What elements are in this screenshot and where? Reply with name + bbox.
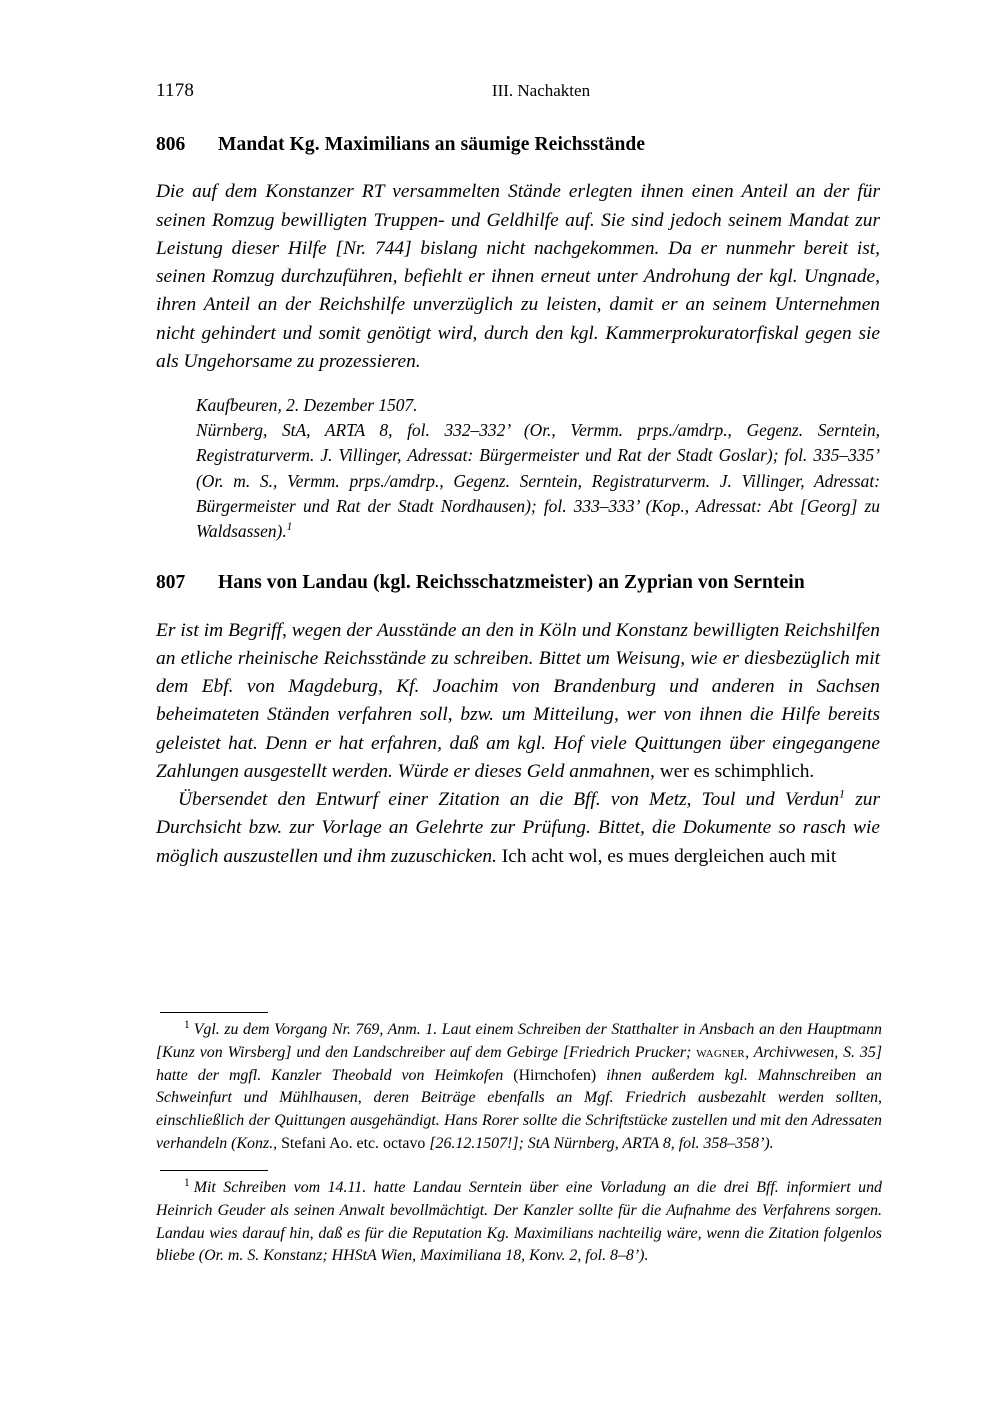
italic-text-segment: [26.12.1507!]; StA Nürnberg, ARTA 8, fol. 358–358’). (425, 1135, 774, 1153)
italic-text-segment: Nürnberg, StA, ARTA 8, fol. 332–332’ (Or., Vermm. prps./amdrp., Gegenz. Serntein, Registraturverm. J. Villinger, Adressat: Bürgermeister und Rat der Stadt Goslar); fol. 335–335’ (Or. m. S., Vermm. prps./amdrp., Gegenz. Serntein, Registraturverm. J. Villinger, Adressat: Bürgermeister und Rat der Stadt Nordhausen); fol. 333–333’ (Kop., Adressat: Abt [Georg] zu Waldsassen). (196, 420, 880, 542)
page-content (156, 76, 880, 871)
source-line (196, 418, 880, 544)
entry-regest (156, 178, 880, 376)
regest-paragraph (156, 617, 880, 786)
italic-text-segment: Er ist im Begriff, wegen der Ausstände an den in Köln und Konstanz bewilligten Reichshilfen an etliche rheinische Reichsstände zu schreiben. Bittet um Weisung, wie er diesbezüglich mit dem Ebf. von Magdeburg, Kf. Joachim von Brandenburg und anderen in Sachsen beheimateten Ständen verfahren soll, bzw. um Mitteilung, wer von ihnen die Hilfe bereits geleistet hat. Denn er hat erfahren, daß am kgl. Hof viele Quittungen über eingegangene Zahlungen ausgestellt werden. Würde er dieses Geld anmahnen, (156, 619, 880, 782)
entry-number: 806 (156, 134, 186, 155)
italic-text-segment: Vgl. zu dem Vorgang Nr. 769, Anm. 1. Laut einem Schreiben der Statthalter in Ansbach an den Hauptmann [Kunz von Wirsberg] und den Landschreiber auf dem Gebirge [Friedrich Prucker; (156, 1021, 882, 1061)
roman-text-segment: (Hirnchofen) (513, 1066, 597, 1084)
footnote-block (156, 1012, 882, 1156)
entry-title: Mandat Kg. Maximilians an säumige Reichsstände (218, 134, 646, 155)
italic-text-segment: Mit Schreiben vom 14.11. hatte Landau Serntein über eine Vorladung an die drei Bff. informiert und Heinrich Geuder als seinen Anwalt bevollmächtigt. Der Kanzler sollte für die Aufnahme des Verfahrens sorgen. Landau wies darauf hin, daß es für die Reputation Kg. Maximilians nachteilig wäre, wenn die Zitation folgenlos bliebe (Or. m. S. Konstanz; HHStA Wien, Maximiliana 18, Konv. 2, fol. 8–8’). (156, 1178, 882, 1265)
footnote-block (156, 1170, 882, 1268)
italic-text-segment: , Archivwesen, S. 35] hatte der mgfl. Kanzler Theobald von Heimkofen (156, 1043, 882, 1084)
entry-regest (156, 617, 880, 871)
small-caps-author-name: wagner (696, 1043, 746, 1061)
footnote-marker: 1 (184, 1018, 190, 1031)
footnote-separator-rule (160, 1012, 268, 1013)
footnote-reference[interactable]: 1 (286, 521, 293, 534)
footnotes-container (156, 1012, 882, 1282)
footnote-marker: 1 (184, 1176, 190, 1189)
footnote-text (156, 1177, 882, 1268)
running-header (156, 76, 880, 106)
entry-title: Hans von Landau (kgl. Reichsschatzmeister) an Zyprian von Serntein (218, 572, 805, 594)
italic-text-segment: ihnen außerdem kgl. Mahnschreiben an Schweinfurt und Mühlhausen, deren Beiträge ebenfalls an Mgf. Friedrich ausbezahlt werden sollten, einschließlich der Quittungen ausgehändigt. Hans Rorer sollte die Schriftstücke zustellen und mit den Adressaten verhandeln (Konz., (156, 1066, 883, 1153)
page-number: 1178 (156, 80, 195, 101)
italic-text-segment: Die auf dem Konstanzer RT versammelten Stände erlegten ihnen einen Anteil an der für seinen Romzug bewilligten Truppen- und Geldhilfe auf. Sie sind jedoch seinem Mandat zur Leistung dieser Hilfe [Nr. 744] bislang nicht nachgekommen. Da er nunmehr bereit ist, seinen Romzug durchzuführen, befiehlt er ihnen erneut unter Androhung der kgl. Ungnade, ihren Anteil an der Reichshilfe unverzüglich zu leisten, damit er an seinem Unternehmen nicht gehindert und somit genötigt wird, durch den kgl. Kammerprokuratorfiskal gegen sie als Ungehorsame zu prozessieren. (156, 181, 880, 372)
entry-number: 807 (156, 572, 186, 594)
italic-text-segment: Kaufbeuren, 2. Dezember 1507. (196, 394, 418, 415)
roman-text-segment: Stefani Ao. etc. octavo (281, 1135, 426, 1153)
footnote-reference[interactable]: 1 (839, 786, 846, 801)
entries-container (156, 132, 880, 871)
roman-text-segment: wer es schimphlich. (654, 760, 815, 782)
source-line (196, 393, 880, 418)
regest-paragraph (156, 178, 880, 376)
regest-paragraph (156, 786, 880, 871)
italic-text-segment: Übersendet den Entwurf einer Zitation an die Bff. von Metz, Toul und Verdun (178, 789, 840, 811)
italic-text-segment: zur Durchsicht bzw. zur Vorlage an Gelehrte zur Prüfung. Bittet, die Dokumente so rasch wie möglich auszustellen und ihm zuzuschicken. (156, 789, 880, 867)
footnote-separator-rule (160, 1170, 268, 1171)
entry-heading (156, 132, 880, 157)
running-head-title: III. Nachakten (491, 81, 591, 100)
entry-heading (156, 570, 880, 595)
roman-text-segment: Ich acht wol, es mues dergleichen auch mit (496, 845, 837, 867)
entry-source-note (196, 393, 880, 544)
footnote-text (156, 1019, 882, 1156)
